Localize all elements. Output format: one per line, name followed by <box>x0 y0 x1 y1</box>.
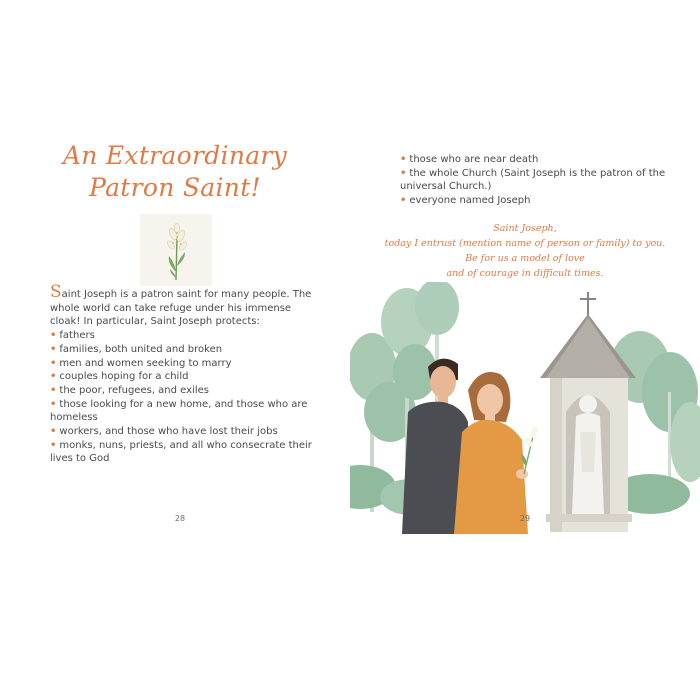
list-item <box>50 439 318 466</box>
list-item-text: everyone named Joseph <box>409 195 531 207</box>
right-page <box>350 0 700 700</box>
list-item <box>50 343 318 357</box>
bullet-icon: • <box>400 167 407 179</box>
couple-shrine-illustration <box>350 282 700 534</box>
list-item-text: those who are near death <box>409 154 539 165</box>
list-item <box>400 194 670 208</box>
list-item-text: families, both united and broken <box>59 343 223 355</box>
page-title <box>50 140 300 204</box>
list-item <box>50 329 318 343</box>
bullet-icon: • <box>50 343 57 355</box>
intro-section <box>50 282 318 466</box>
list-item-text: the whole Church (Saint Joseph is the patron of the universal Church.) <box>400 167 666 193</box>
lily-icon <box>140 214 212 286</box>
bullet-icon: • <box>50 398 57 410</box>
list-item-text: those looking for a new home, and those who are homeless <box>50 398 308 424</box>
page-number-right: 29 <box>519 514 531 523</box>
bullet-icon: • <box>50 357 57 369</box>
lily-illustration <box>140 214 212 286</box>
list-item <box>50 398 318 425</box>
list-item-text: the poor, refugees, and exiles <box>59 384 209 396</box>
title-line-1: An Extraordinary <box>62 141 288 170</box>
list-item <box>50 384 318 398</box>
list-item-text: couples hoping for a child <box>59 371 189 383</box>
list-item <box>50 357 318 371</box>
title-line-2: Patron Saint! <box>89 173 261 202</box>
prayer-text <box>350 221 700 281</box>
illustration-art <box>350 282 700 534</box>
list-item-text: men and women seeking to marry <box>59 357 232 369</box>
list-item-text: workers, and those who have lost their jobs <box>59 426 278 438</box>
bullet-icon: • <box>50 384 57 396</box>
woman-figure <box>454 372 539 534</box>
list-item-text: monks, nuns, priests, and all who consecrate their lives to God <box>50 439 312 465</box>
bullet-icon: • <box>400 154 407 165</box>
intro-paragraph <box>50 282 318 329</box>
shrine <box>540 292 636 532</box>
prayer-line-4: and of courage in difficult times. <box>446 268 604 279</box>
patron-list-continued <box>400 153 670 208</box>
list-item <box>400 153 670 167</box>
list-item <box>400 167 670 194</box>
list-item <box>50 425 318 439</box>
prayer-line-2: today I entrust (mention name of person or family) to you. <box>384 238 666 249</box>
bullet-icon: • <box>50 426 57 438</box>
prayer-line-1: Saint Joseph, <box>493 223 557 234</box>
bullet-icon: • <box>50 439 57 451</box>
prayer-line-3: Be for us a model of love <box>465 253 585 264</box>
drop-cap: S <box>50 282 62 302</box>
bullet-icon: • <box>50 371 57 383</box>
list-item-text: fathers <box>59 330 95 342</box>
page-number-left: 28 <box>174 514 186 523</box>
patron-list <box>50 329 318 466</box>
intro-text: aint Joseph is a patron saint for many people. The whole world can take refuge under his immense cloak! In particular, Saint Joseph protects: <box>50 289 312 328</box>
bullet-icon: • <box>50 330 57 342</box>
list-item <box>50 370 318 384</box>
bullet-icon: • <box>400 195 407 207</box>
